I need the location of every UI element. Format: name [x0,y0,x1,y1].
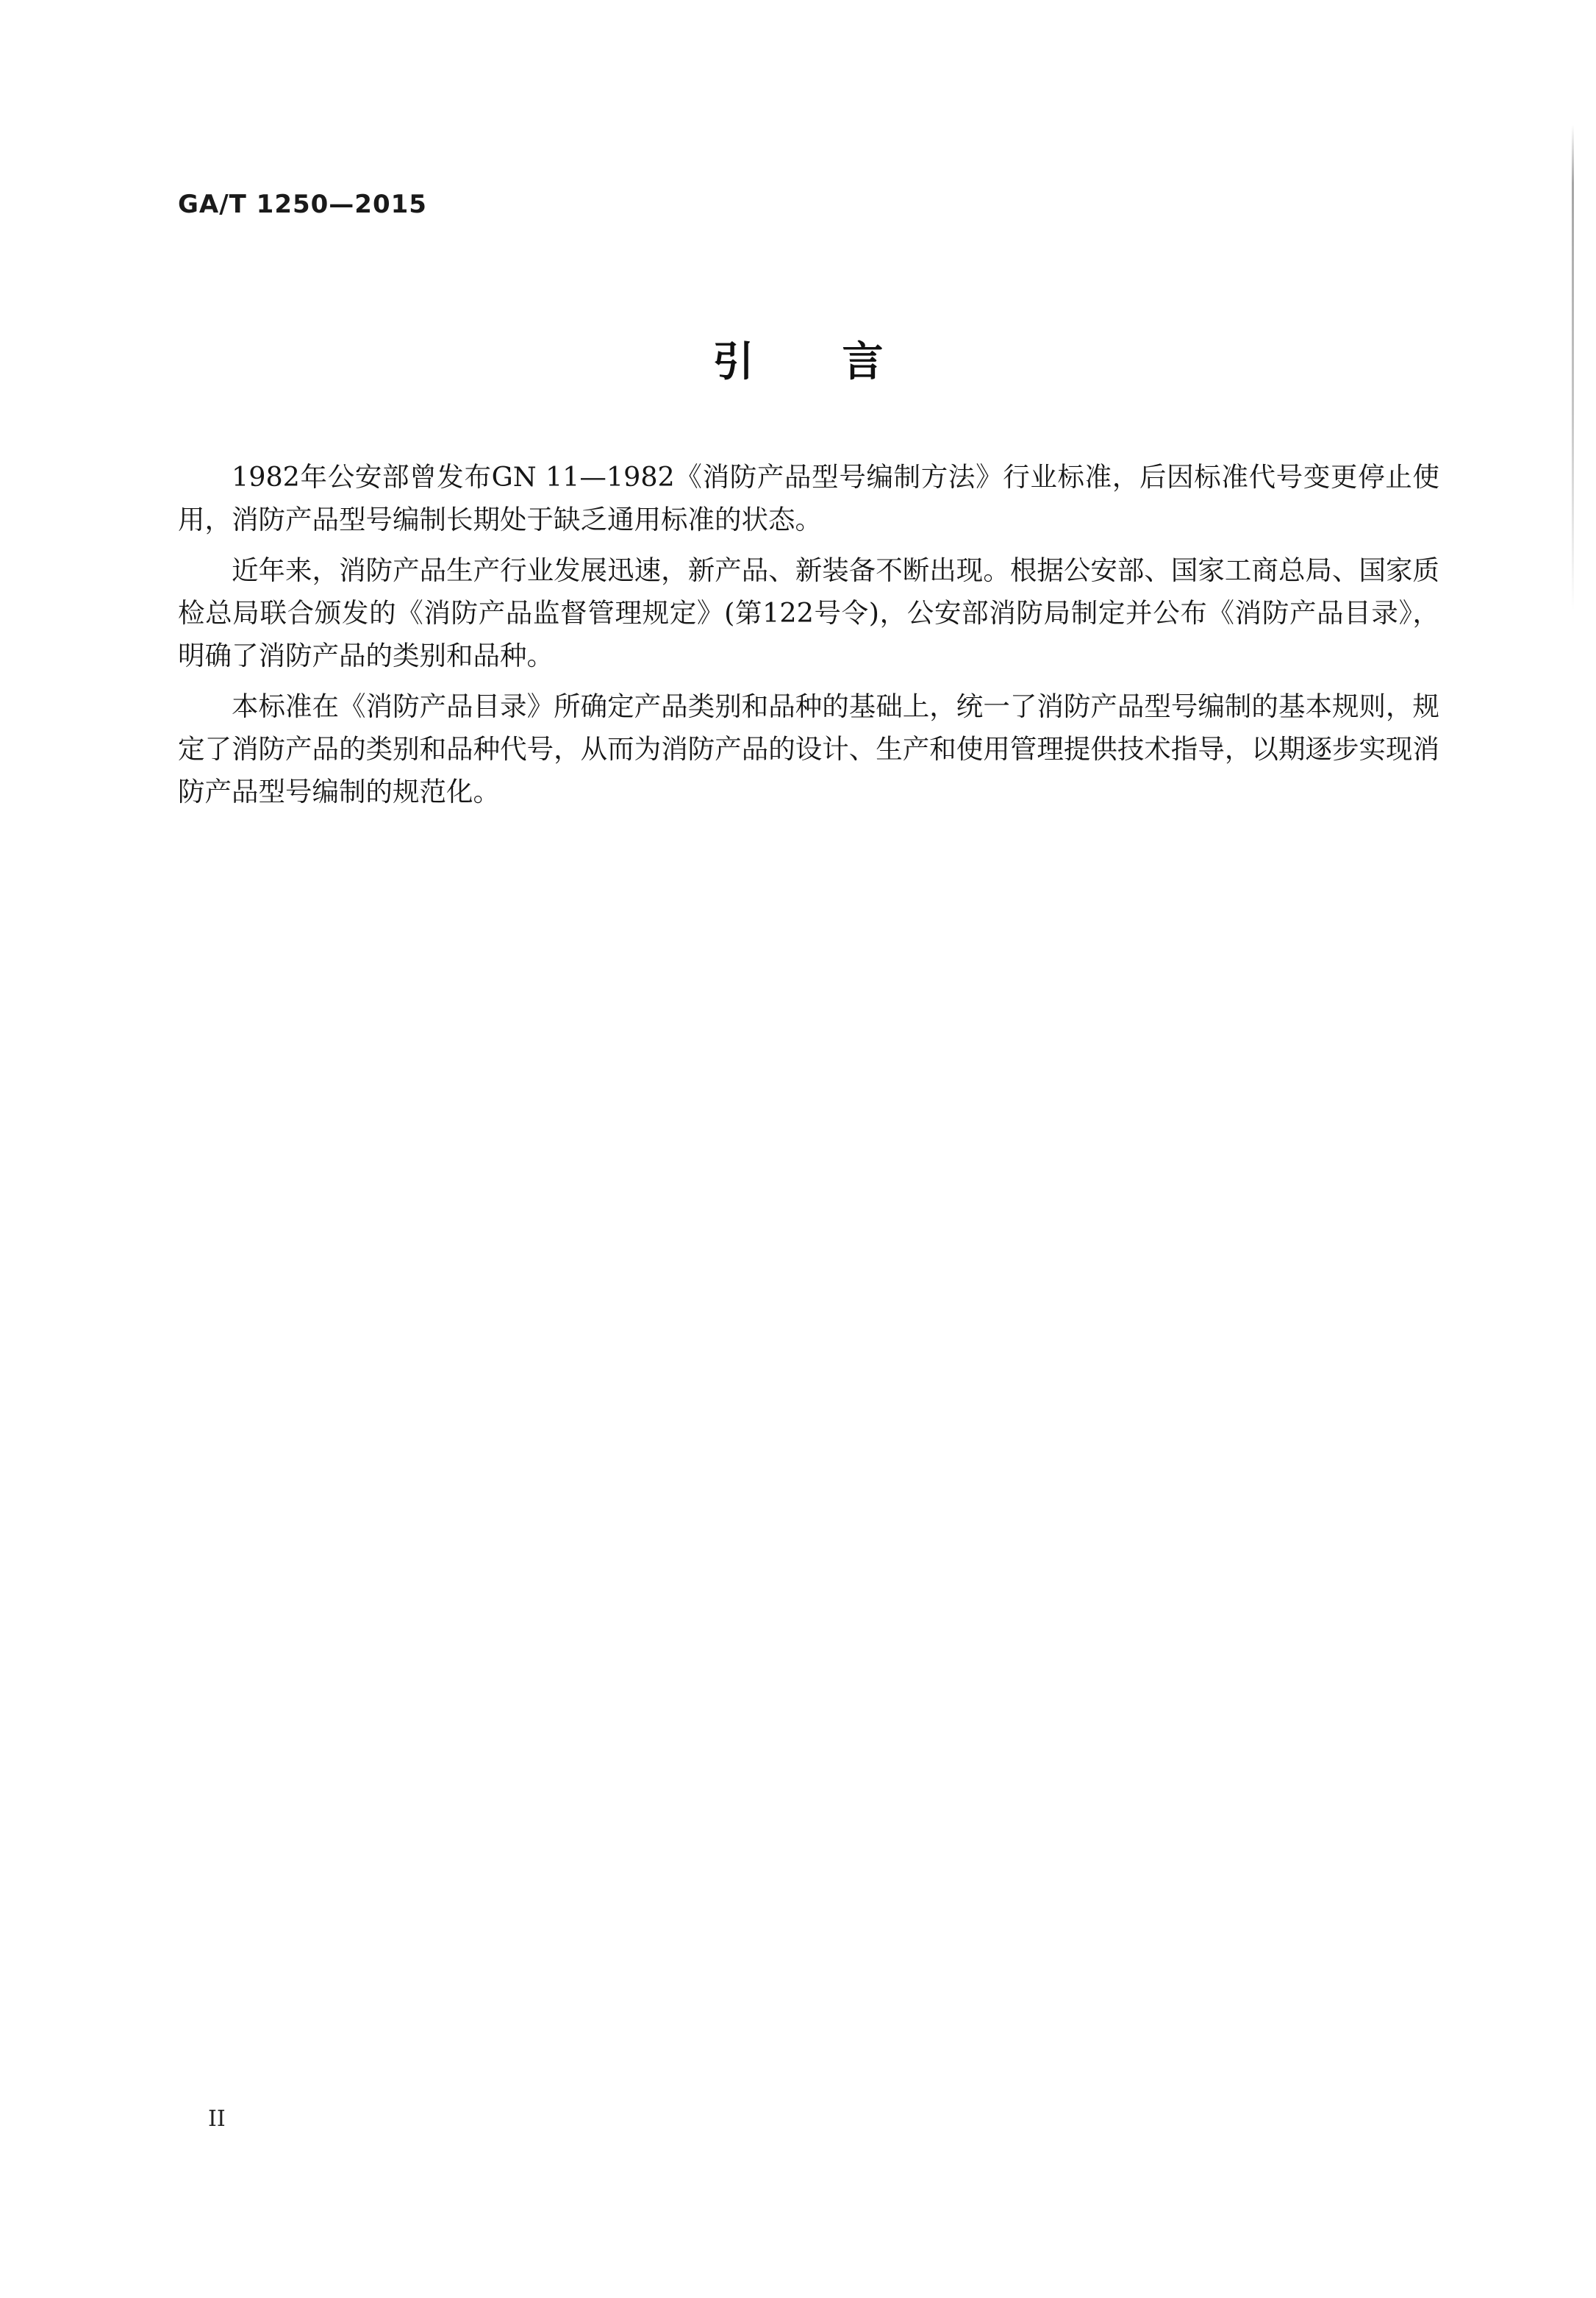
page-title: 引言 [712,338,972,386]
paragraph: 本标准在《消防产品目录》所确定产品类别和品种的基础上，统一了消防产品型号编制的基本规则，规定了消防产品的类别和品种代号，从而为消防产品的设计、生产和使用管理提供技术指导，以期逐步实现消防产品型号编制的规范化。 [178,691,1439,807]
paragraph: 1982年公安部曾发布GN 11—1982《消防产品型号编制方法》行业标准，后因标准代号变更停止使用，消防产品型号编制长期处于缺乏通用标准的状态。 [178,461,1439,535]
scan-edge-line [1572,125,1574,610]
introduction-body [178,456,1439,821]
paragraph: 近年来，消防产品生产行业发展迅速，新产品、新装备不断出现。根据公安部、国家工商总局、国家质检总局联合颁发的《消防产品监督管理规定》(第122号令)，公安部消防局制定并公布《消防产品目录》，明确了消防产品的类别和品种。 [178,554,1439,671]
standard-code: GA/T 1250—2015 [178,190,427,219]
page-number: II [208,2106,226,2132]
